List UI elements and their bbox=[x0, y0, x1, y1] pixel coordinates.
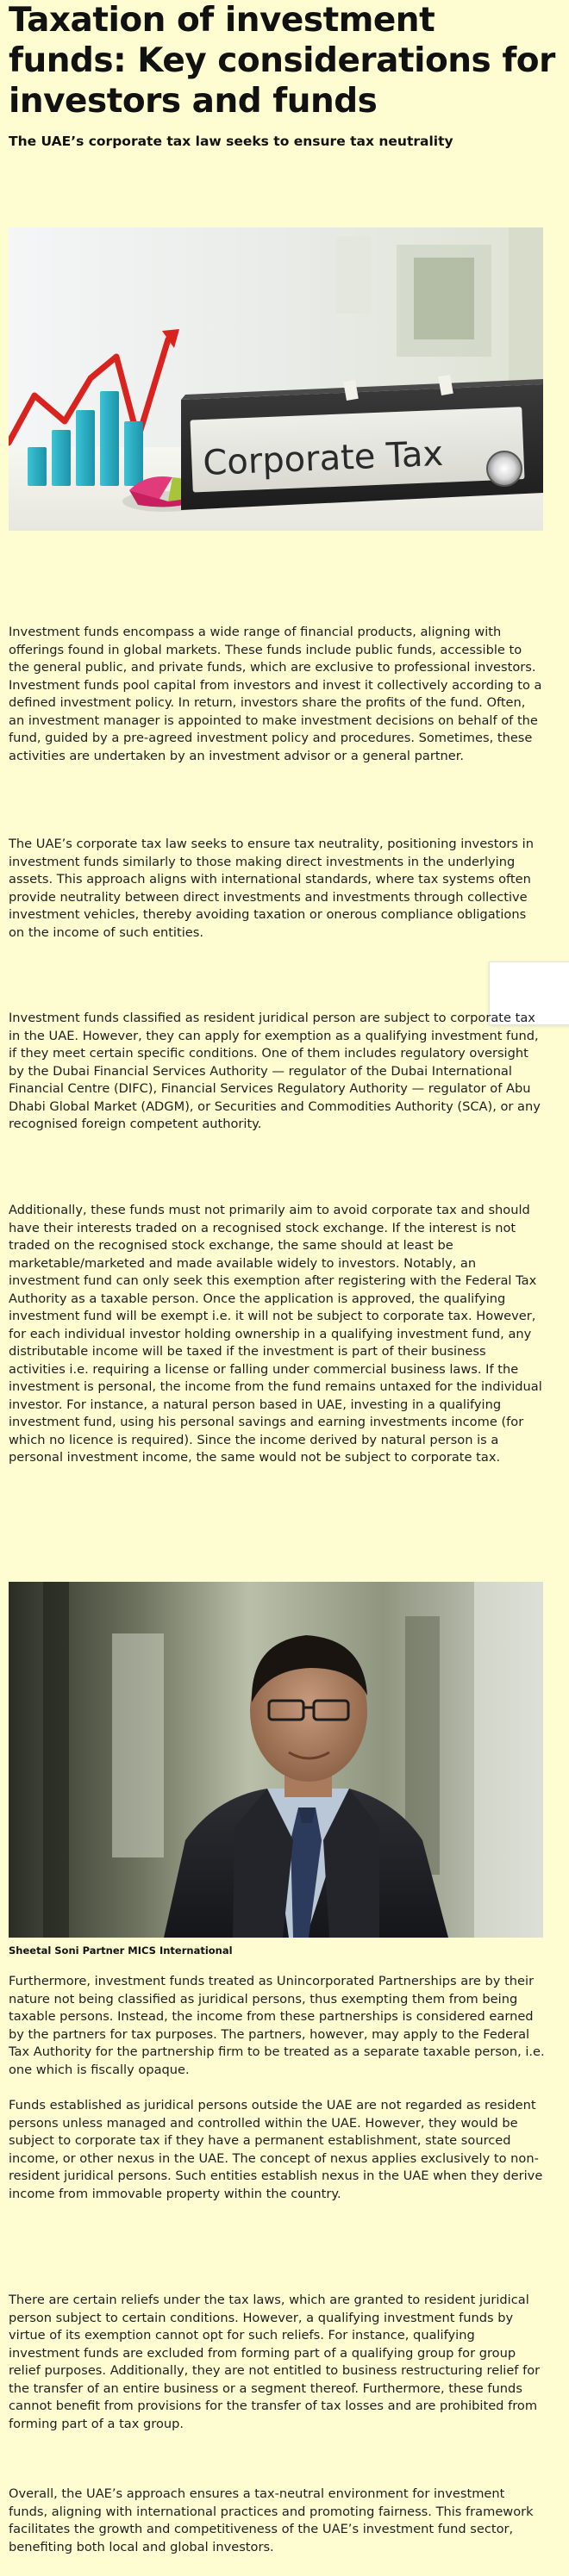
portrait-illustration bbox=[9, 1582, 543, 1938]
paragraph-7: There are certain reliefs under the tax laws, which are granted to resident juridical person subject to certain conditions. However, a qualifying investment funds by virtue of its exemption cannot opt for such reliefs. For instance, qualifying investment funds are excluded from forming part of a qualifying group for group relief purposes. Additionally, they are not entitled to business restructuring relief for the transfer of an entire business or a segment thereof. Furthermore, these funds cannot benefit from provisions for the transfer of tax losses and are prohibited from forming part of a tax group. bbox=[9, 2293, 541, 2431]
corporate-tax-hero-image bbox=[9, 227, 543, 531]
article-title: Taxation of investment funds: Key considerations for investors and funds bbox=[9, 1, 555, 121]
paragraph-6: Funds established as juridical persons outside the UAE are not regarded as resident persons unless managed and controlled within the UAE. However, they would be subject to corporate tax if they have a permanent establishment, state sourced income, or other nexus in the UAE. The concept of nexus applies exclusively to non-resident juridical persons. Such entities establish nexus in the UAE when they derive income from immovable property within the country. bbox=[9, 2098, 543, 2201]
corporate-tax-illustration bbox=[9, 227, 543, 531]
binder-label: Corporate Tax bbox=[202, 433, 444, 483]
paragraph-8: Overall, the UAE’s approach ensures a tax-neutral environment for investment funds, aligning with international practices and promoting fairness. This framework facilitates the growth and competitiveness of the UAE’s investment fund sector, benefiting both local and global investors. bbox=[9, 2486, 534, 2554]
article-subtitle: The UAE’s corporate tax law seeks to ensure tax neutrality bbox=[9, 134, 453, 149]
paragraph-1: Investment funds encompass a wide range of financial products, aligning with offerings found in global markets. These funds include public funds, accessible to the general public, and private funds, which are exclusive to professional investors. Investment funds pool capital from investors and invest it collectively according to a defined investment policy. In return, investors share the profits of the fund. Often, an investment manager is appointed to make investment decisions on behalf of the fund, guided by a pre-agreed investment policy and procedures. Sometimes, these activities are undertaken by an investment advisor or a general partner. bbox=[9, 625, 542, 763]
paragraph-4: Additionally, these funds must not primarily aim to avoid corporate tax and should have their interests traded on a recognised stock exchange. If the interest is not traded on the recognised stock exchange, the same should at least be marketable/marketed and made available widely to investors. Notably, an investment fund can only seek this exemption after registering with the Federal Tax Authority as a taxable person. Once the application is approved, the qualifying investment fund will be exempt i.e. it will not be subject to corporate tax. However, for each individual investor holding ownership in a qualifying investment fund, any distributable income will be taxed if the investment is part of their business activities i.e. requiring a license or falling under commercial business laws. If the investment is personal, the income from the fund remains untaxed for the individual investor. For instance, a natural person based in UAE, investing in a qualifying investment fund, using his personal savings and earning investments income (for which no licence is required). Since the income derived by natural person is a personal investment income, the same would not be subject to corporate tax. bbox=[9, 1203, 542, 1465]
paragraph-3: Investment funds classified as resident juridical person are subject to corporate tax in the UAE. However, they can apply for exemption as a qualifying investment fund, if they meet certain specific conditions. One of them includes regulatory oversight by the Dubai Financial Services Authority — regulator of the Dubai International Financial Centre (DIFC), Financial Services Regulatory Authority — regulator of Abu Dhabi Global Market (ADGM), or Securities and Commodities Authority (SCA), or any recognised foreign competent authority. bbox=[9, 1011, 541, 1131]
paragraph-5: Furthermore, investment funds treated as Unincorporated Partnerships are by their nature not being classified as juridical persons, thus exempting them from being taxable persons. Instead, the income from these partnerships is considered earned by the partners for tax purposes. The partners, however, may apply to the Federal Tax Authority for the partnership firm to be treated as a separate taxable person, i.e. one which is fiscally opaque. bbox=[9, 1974, 545, 2077]
portrait-photo bbox=[9, 1582, 543, 1938]
paragraph-2: The UAE’s corporate tax law seeks to ensure tax neutrality, positioning investors in investment funds similarly to those making direct investments in the underlying assets. This approach aligns with international standards, where tax systems often provide neutrality between direct investments and investments through collective investment vehicles, thereby avoiding taxation or onerous compliance obligations on the income of such entities. bbox=[9, 837, 534, 940]
binder-icon bbox=[181, 375, 543, 510]
portrait-caption: Sheetal Soni Partner MICS International bbox=[9, 1944, 233, 1957]
